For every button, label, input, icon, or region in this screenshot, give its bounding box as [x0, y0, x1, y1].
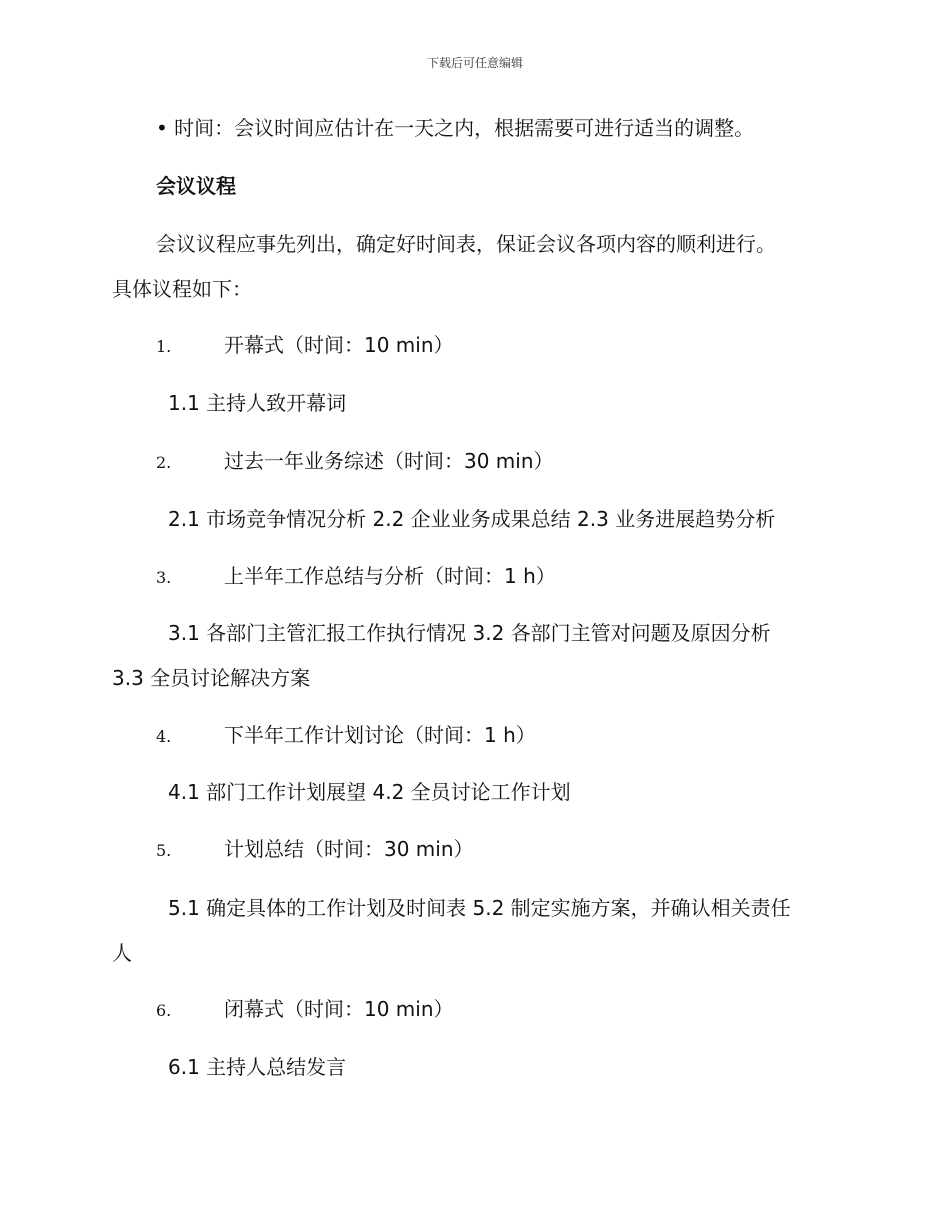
header-note: 下载后可任意编辑	[426, 56, 523, 70]
agenda-subitem: 6.1 主持人总结发言	[168, 1055, 347, 1079]
agenda-item-title: 上半年工作总结与分析（时间：1 h）	[224, 564, 556, 588]
agenda-item-number: 6.	[156, 1001, 172, 1020]
agenda-item-number: 4.	[156, 727, 172, 746]
intro-paragraph-line-2: 具体议程如下：	[112, 277, 252, 301]
agenda-subitem: 2.1 市场竞争情况分析 2.2 企业业务成果总结 2.3 业务进展趋势分析	[168, 507, 776, 531]
agenda-item-title: 闭幕式（时间：10 min）	[224, 997, 454, 1021]
intro-paragraph-line-1: 会议议程应事先列出，确定好时间表，保证会议各项内容的顺利进行。	[156, 232, 776, 256]
agenda-item-title: 开幕式（时间：10 min）	[224, 333, 454, 357]
agenda-subitem: 3.1 各部门主管汇报工作执行情况 3.2 各部门主管对问题及原因分析	[168, 621, 771, 645]
agenda-heading: 会议议程	[156, 174, 236, 198]
agenda-subitem-continuation: 3.3 全员讨论解决方案	[112, 666, 311, 690]
agenda-subitem: 4.1 部门工作计划展望 4.2 全员讨论工作计划	[168, 780, 571, 804]
agenda-subitem: 5.1 确定具体的工作计划及时间表 5.2 制定实施方案，并确认相关责任	[168, 896, 791, 920]
agenda-item-number: 5.	[156, 841, 172, 860]
agenda-item-number: 1.	[156, 337, 172, 356]
agenda-item-title: 计划总结（时间：30 min）	[224, 837, 474, 861]
agenda-subitem-continuation: 人	[112, 941, 132, 965]
agenda-subitem: 1.1 主持人致开幕词	[168, 391, 347, 415]
time-line: • 时间：会议时间应估计在一天之内，根据需要可进行适当的调整。	[156, 116, 755, 140]
agenda-item-number: 3.	[156, 568, 172, 587]
agenda-item-title: 下半年工作计划讨论（时间：1 h）	[224, 723, 536, 747]
agenda-item-number: 2.	[156, 453, 172, 472]
agenda-item-title: 过去一年业务综述（时间：30 min）	[224, 449, 554, 473]
